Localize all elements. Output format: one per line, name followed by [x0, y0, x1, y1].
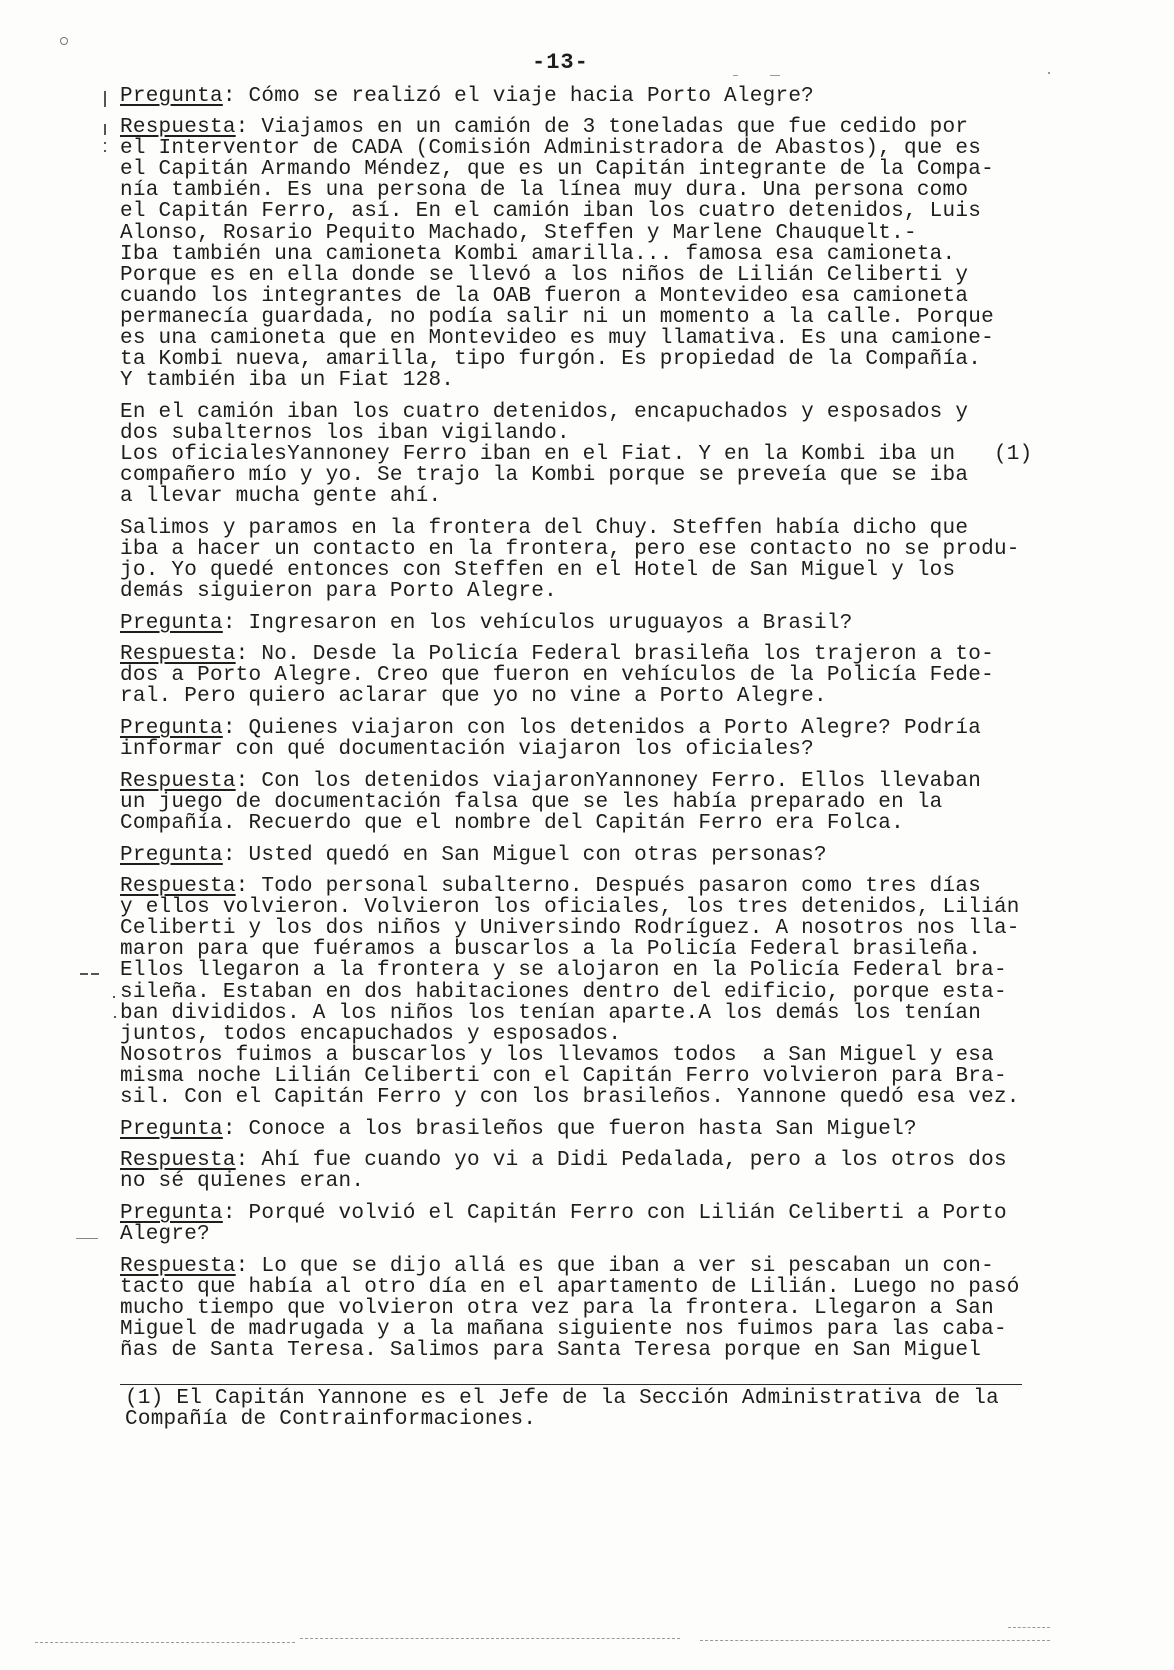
line-text: : Quienes viajaron con los detenidos a Porto Alegre? Podría [222, 717, 982, 741]
scan-mark [104, 91, 106, 107]
text-line: ban divididos. A los niños los tenían aparte.A los demás los tenían [120, 1001, 982, 1025]
scan-mark [113, 996, 115, 998]
text-line [120, 644, 1033, 665]
text-line: ñas de Santa Teresa. Salimos para Santa Teresa porque en San Miguel [120, 1338, 982, 1362]
text-line: sil. Con el Capitán Ferro y con los brasileños. Yannone quedó esa vez. [120, 1086, 1020, 1110]
text-line: es una camioneta que en Montevideo es muy llamativa. Es una camione- [120, 327, 994, 351]
page-number: -13- [532, 50, 589, 75]
scan-mark [114, 1016, 116, 1018]
footnote-line: (1) El Capitán Yannone es el Jefe de la Sección Administrativa de la [125, 1387, 999, 1410]
text-line: el Interventor de CADA (Comisión Administradora de Abastos), que es [120, 137, 982, 161]
text-line: demás siguieron para Porto Alegre. [120, 580, 557, 604]
answer-label: Respuesta [120, 1149, 236, 1173]
text-line: mucho tiempo que volvieron otra vez para la frontera. Llegaron a San [120, 1296, 994, 1320]
scan-mark [80, 973, 88, 975]
text-line: un juego de documentación falsa que se les había preparado en la [120, 790, 943, 814]
question-block [120, 1203, 1033, 1245]
text-line [120, 117, 1033, 138]
text-line: Miguel de madrugada y a la mañana siguiente nos fuimos para las caba- [120, 1317, 1007, 1341]
scan-mark [60, 37, 68, 45]
text-line: jo. Yo quedé entonces con Steffen en el Hotel de San Miguel y los [120, 558, 956, 582]
answer-block [120, 644, 1033, 707]
text-line: Y también iba un Fiat 128. [120, 369, 455, 393]
text-line: a llevar mucha gente ahí. [120, 485, 442, 509]
question-label: Pregunta [120, 611, 223, 635]
question-block [120, 1119, 1033, 1140]
text-line: tacto que había al otro día en el apartamento de Lilián. Luego no pasó [120, 1275, 1020, 1299]
text-line: ta Kombi nueva, amarilla, tipo furgón. Es propiedad de la Compañía. [120, 348, 982, 372]
narrative-paragraph [120, 402, 1033, 507]
question-block [120, 613, 1033, 634]
text-line: nía también. Es una persona de la línea muy dura. Una persona como [120, 179, 969, 203]
text-line: juntos, todos encapuchados y esposados. [120, 1022, 622, 1046]
text-line: En el camión iban los cuatro detenidos, encapuchados y esposados y [120, 400, 969, 424]
text-line: Porque es en ella donde se llevó a los niños de Lilián Celiberti y [120, 263, 969, 287]
scan-mark [733, 75, 738, 76]
footnote [125, 1388, 999, 1430]
text-line: informar con qué documentación viajaron los oficiales? [120, 738, 815, 762]
text-line: Alegre? [120, 1223, 210, 1246]
text-line: maron para que fuéramos a buscarlos a la Policía Federal brasileña. [120, 938, 982, 962]
scan-mark [770, 75, 780, 76]
question-block [120, 845, 1033, 866]
line-text: : Usted quedó en San Miguel con otras personas? [222, 843, 827, 867]
answer-label: Respuesta [120, 116, 236, 140]
text-line: iba a hacer un contacto en la frontera, pero ese contacto no se produ- [120, 537, 1020, 561]
line-text: : Conoce a los brasileños que fueron hasta San Miguel? [222, 1117, 917, 1141]
question-block [120, 86, 1033, 107]
line-text: : Ingresaron en los vehículos uruguayos a Brasil? [222, 611, 853, 635]
scan-mark [91, 973, 99, 975]
text-line: no sé quienes eran. [120, 1170, 365, 1194]
text-line: Ellos llegaron a la frontera y se alojaron en la Policía Federal bra- [120, 959, 1007, 983]
text-line [120, 1256, 1033, 1277]
text-line-with-footnote-ref: Los oficialesYannoney Ferro iban en el Fiat. Y en la Kombi iba un (1) [120, 443, 1033, 466]
answer-block [120, 876, 1033, 1108]
answer-block [120, 117, 1033, 391]
text-line: ral. Pero quiero aclarar que yo no vine a Porto Alegre. [120, 685, 827, 709]
question-label: Pregunta [120, 717, 223, 741]
line-text: : No. Desde la Policía Federal brasileña los trajeron a to- [235, 643, 994, 667]
text-line: Compañía. Recuerdo que el nombre del Capitán Ferro era Folca. [120, 811, 904, 835]
text-line: el Capitán Ferro, así. En el camión iban los cuatro detenidos, Luis [120, 200, 982, 224]
answer-block [120, 771, 1033, 834]
text-line: Alonso, Rosario Pequito Machado, Steffen y Marlene Chauquelt.- [120, 221, 917, 245]
text-line [120, 613, 1033, 634]
scan-mark [104, 142, 106, 144]
scan-noise [700, 1640, 1050, 1641]
text-line [120, 1203, 1033, 1224]
question-block [120, 718, 1033, 760]
footnote-line: Compañía de Contrainformaciones. [125, 1408, 537, 1432]
line-text: : Todo personal subalterno. Después pasaron como tres días [235, 875, 982, 899]
line-text: : Viajamos en un camión de 3 toneladas que fue cedido por [235, 116, 969, 140]
answer-label: Respuesta [120, 1254, 236, 1278]
answer-block [120, 1256, 1033, 1361]
text-line: sileña. Estaban en dos habitaciones dentro del edificio, porque esta- [120, 980, 1007, 1004]
text-line: el Capitán Armando Méndez, que es un Capitán integrante de la Compa- [120, 158, 994, 182]
line-text: : Con los detenidos viajaronYannoney Ferro. Ellos llevaban [235, 769, 982, 793]
answer-block [120, 1150, 1033, 1192]
text-line [120, 1119, 1033, 1140]
line-text: : Ahí fue cuando yo vi a Didi Pedalada, pero a los otros dos [235, 1149, 1007, 1173]
answer-label: Respuesta [120, 643, 236, 667]
scan-noise [1008, 1627, 1050, 1628]
scan-mark [76, 1238, 98, 1239]
question-label: Pregunta [120, 1201, 223, 1225]
text-line: Salimos y paramos en la frontera del Chuy. Steffen había dicho que [120, 516, 969, 540]
question-label: Pregunta [120, 84, 223, 108]
text-line: dos a Porto Alegre. Creo que fueron en vehículos de la Policía Fede- [120, 664, 994, 688]
text-line: permanecía guardada, no podía salir ni un momento a la calle. Porque [120, 305, 994, 329]
scan-mark [104, 150, 106, 152]
text-line: cuando los integrantes de la OAB fueron a Montevideo esa camioneta [120, 284, 969, 308]
text-line: compañero mío y yo. Se trajo la Kombi porque se preveía que se iba [120, 464, 969, 488]
text-line [120, 718, 1033, 739]
footnote-rule [120, 1384, 1022, 1385]
text-line: Nosotros fuimos a buscarlos y los llevamos todos a San Miguel y esa [120, 1043, 994, 1067]
scan-mark [1048, 72, 1050, 74]
document-body [120, 86, 1033, 1362]
text-line: misma noche Lilián Celiberti con el Capitán Ferro volvieron para Bra- [120, 1064, 1007, 1088]
scan-mark [104, 124, 106, 135]
question-label: Pregunta [120, 1117, 223, 1141]
narrative-paragraph [120, 518, 1033, 602]
line-text: : Porqué volvió el Capitán Ferro con Lilián Celiberti a Porto [222, 1201, 1007, 1225]
text-line [120, 876, 1033, 897]
line-text: : Cómo se realizó el viaje hacia Porto Alegre? [222, 84, 815, 108]
text-line: Celiberti y los dos niños y Universindo Rodríguez. A nosotros nos lla- [120, 917, 1020, 941]
scan-noise [300, 1638, 680, 1639]
text-line [120, 771, 1033, 792]
text-line: dos subalternos los iban vigilando. [120, 421, 570, 445]
text-line: y ellos volvieron. Volvieron los oficiales, los tres detenidos, Lilián [120, 896, 1020, 920]
line-text: : Lo que se dijo allá es que iban a ver si pescaban un con- [235, 1254, 994, 1278]
text-line: Iba también una camioneta Kombi amarilla... famosa esa camioneta. [120, 242, 956, 266]
answer-label: Respuesta [120, 769, 236, 793]
scan-noise [35, 1642, 295, 1643]
answer-label: Respuesta [120, 875, 236, 899]
text-line [120, 86, 1033, 107]
question-label: Pregunta [120, 843, 223, 867]
text-line [120, 1150, 1033, 1171]
text-line [120, 845, 1033, 866]
